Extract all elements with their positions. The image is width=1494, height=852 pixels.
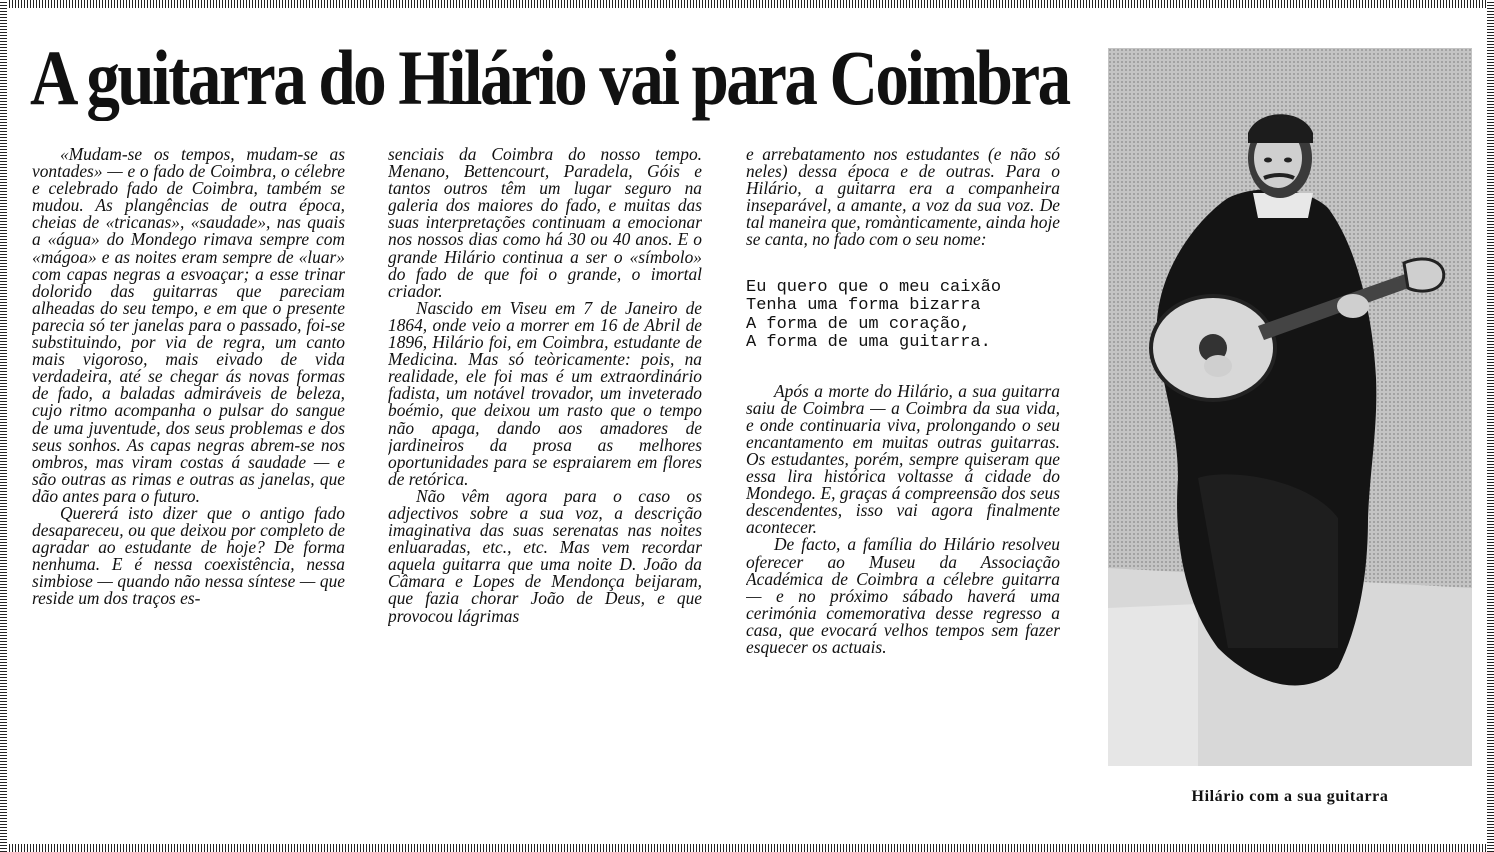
poem-line: A forma de um coração, — [746, 314, 971, 334]
right-border — [1487, 0, 1494, 852]
poem-quatrain — [746, 279, 1060, 353]
paragraph: Quererá isto dizer que o antigo fado desapareceu, ou que deixou por completo de agradar ao estudante de hoje? De forma nenhuma. E é nessa coexistência, nessa simbiose — quando não nessa síntese — que reside um dos traços es- — [32, 502, 345, 609]
poem-line: Eu quero que o meu caixão — [746, 277, 1002, 297]
paragraph: e arrebatamento nos estudantes (e não só neles) dessa época e de outras. Para o Hilário, a guitarra era a companheira inseparável, a amante, a voz da sua voz. De tal maneira que, romànticamente, ainda hoje se canta, no fado com o seu nome: — [746, 146, 1060, 250]
paragraph: Após a morte do Hilário, a sua guitarra saiu de Coimbra — a Coimbra da sua vida, e onde continuaria viva, prolongando o seu encantamento em muitas outras guitarras. Os estudantes, porém, sempre quiseram que essa lira histórica voltasse á cidade do Mondego. E, graças á compreensão dos seus descendentes, isso vai agora finalmente acontecer. — [746, 380, 1060, 538]
column-3 — [746, 146, 1060, 826]
poem-line: A forma de uma guitarra. — [746, 333, 991, 353]
top-border — [0, 0, 1494, 8]
paragraph: De facto, a família do Hilário resolveu oferecer ao Museu da Associação Académica de Coimbra a célebre guitarra — e no próximo sábado haverá uma cerimónia comemorativa desse regresso a casa, que evocará velhos tempos sem fazer esquecer os actuais. — [746, 534, 1060, 657]
column-1 — [32, 146, 345, 826]
hilario-photo — [1108, 48, 1472, 766]
poem-line: Tenha uma forma bizarra — [746, 296, 981, 316]
left-border — [0, 0, 7, 852]
paragraph: Não vêm agora para o caso os adjectivos sobre a sua voz, a descrição imaginativa das suas serenatas nas noites enluaradas, etc., etc. Mas vem recordar aquela guitarra que uma noite D. João da Câmara e Lopes de Mendonça beijaram, que fazia chorar João de Deus, e que provocou lágrimas — [388, 485, 702, 626]
column-2 — [388, 146, 702, 826]
photo-caption: Hilário com a sua guitarra — [1191, 788, 1389, 805]
paragraph: «Mudam-se os tempos, mudam-se as vontades» — e o fado de Coimbra, o célebre e celebrado fado de Coimbra, também se mudou. As plangências de outra época, cheias de «tricanas», «saudade», nas quais a «água» do Mondego rimava sempre com «mágoa» e as noites eram sempre de «luar» com capas negras a esvoaçar; a esse trinar dolorido das guitarras que pareciam alheadas do seu tempo, e em que o presente parecia só ter janelas para o passado, foi-se substituindo, por via de regra, um canto mais vigoroso, mais eivado de vida verdadeira, até se chegar ás novas formas de fado, a baladas admiráveis de beleza, cujo ritmo acompanha o pulsar do sangue de uma juventude, dos seus problemas e dos seus sonhos. As capas negras abrem-se nos ombros, mas viram costas á saudade — e são outras as rimas e outras as janelas, que dão antes para o futuro. — [32, 146, 345, 506]
headline: A guitarra do Hilário vai para Coimbra — [30, 34, 1069, 121]
paragraph: Nascido em Viseu em 7 de Janeiro de 1864, onde veio a morrer em 16 de Abril de 1896, Hilário foi, em Coimbra, estudante de Medicina. Mas só teòricamente: pois, na realidade, ele foi mas é um extraordinário fadista, um notável trovador, um inveterado boémio, que deixou um rasto que o tempo não apaga, dando aos amadores de jardineiros da prosa as melhores oportunidades para se espraiarem em flores de retórica. — [388, 297, 702, 489]
paragraph: senciais da Coimbra do nosso tempo. Menano, Bettencourt, Paradela, Góis e tantos outros têm um lugar seguro na galeria dos maiores do fado, e muitas das suas interpretações continuam a emocionar nos nossos dias como há 30 ou 40 anos. E o grande Hilário continua a ser o «símbolo» do fado de que foi o grande, o imortal criador. — [388, 146, 702, 301]
bottom-border — [0, 844, 1494, 852]
